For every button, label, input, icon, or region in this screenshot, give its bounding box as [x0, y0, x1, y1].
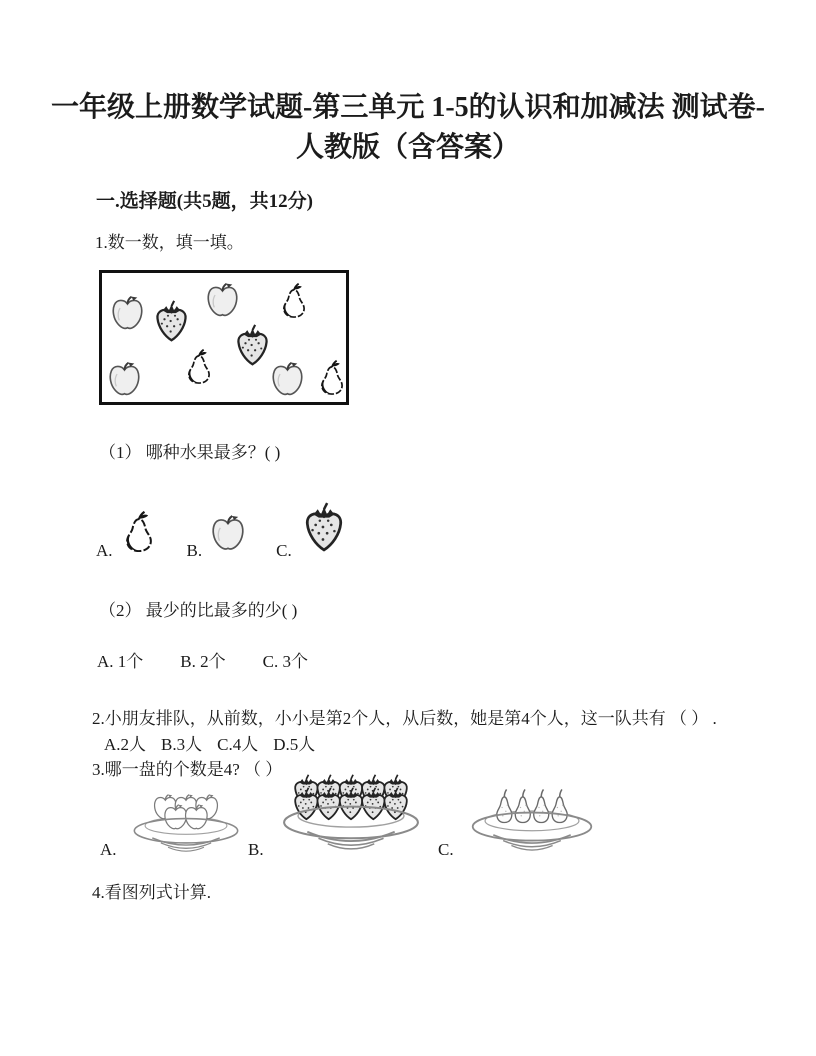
q2-choice-2: C.4人 [217, 735, 259, 754]
question-2-text: 2.小朋友排队，从前数，小小是第2个人，从后数，她是第4个人，这一队共有 （ ） . [92, 709, 717, 728]
question-1-text: 1.数一数，填一填。 [95, 233, 244, 252]
apple-icon [111, 295, 144, 331]
box-apple [108, 361, 141, 402]
question-1-sub2-options [97, 647, 308, 672]
plate-of-strawberrys [272, 772, 430, 858]
plate-option-strawberry [248, 772, 430, 858]
question-1-sub1-text: （1） 哪种水果最多？( ) [99, 443, 281, 462]
apple-icon [211, 514, 245, 552]
q2-choice-1: B.3人 [161, 735, 203, 754]
option-label: C. [438, 840, 454, 859]
strawberry-icon [301, 502, 347, 552]
box-apple [206, 282, 239, 323]
box-strawberry [153, 300, 190, 347]
apple-icon [271, 361, 304, 397]
pear-icon [280, 281, 308, 319]
plate-of-pears [462, 782, 602, 858]
plate-option-apple [100, 792, 247, 858]
box-pear [318, 358, 346, 401]
question-2-options [104, 730, 315, 755]
fruit-count-box [99, 270, 349, 405]
box-apple [271, 361, 304, 402]
page-title-line2: 人教版（含答案） [295, 132, 520, 163]
section-heading: 一.选择题(共5题，共12分) [96, 191, 313, 212]
q2-choice-0: A.2人 [104, 735, 147, 754]
box-pear [185, 347, 213, 390]
pear-icon [318, 358, 346, 396]
apple-icon [108, 361, 141, 397]
sub1-option-pear [96, 510, 156, 559]
plate-option-pear [438, 782, 602, 858]
sub1-option-apple [187, 514, 246, 559]
strawberry-icon [234, 324, 271, 366]
sub2-choice-2: C. 3个 [262, 652, 308, 671]
sub1-option-strawberry [276, 502, 347, 559]
box-apple [111, 295, 144, 336]
plate-of-apples [125, 792, 247, 858]
strawberry-icon [153, 300, 190, 342]
pear-icon [122, 510, 156, 552]
question-1-sub1-options [96, 497, 347, 559]
pear-icon [185, 347, 213, 385]
question-4-text: 4.看图列式计算. [92, 883, 211, 902]
question-1-sub2-text: （2） 最少的比最多的少( ) [99, 601, 298, 620]
option-label: C. [276, 541, 292, 560]
box-pear [280, 281, 308, 324]
option-label: B. [186, 541, 203, 560]
sub2-choice-0: A. 1个 [97, 652, 144, 671]
option-label: A. [96, 541, 113, 560]
option-label: B. [248, 840, 264, 859]
q2-choice-3: D.5人 [273, 735, 316, 754]
sub2-choice-1: B. 2个 [180, 652, 226, 671]
box-strawberry [234, 324, 271, 371]
option-label: A. [100, 840, 117, 859]
apple-icon [206, 282, 239, 318]
page-title-line1: 一年级上册数学试题-第三单元 1-5的认识和加减法 测试卷- [51, 92, 765, 123]
question-3-text: 3.哪一盘的个数是4? （ ） [92, 760, 283, 779]
